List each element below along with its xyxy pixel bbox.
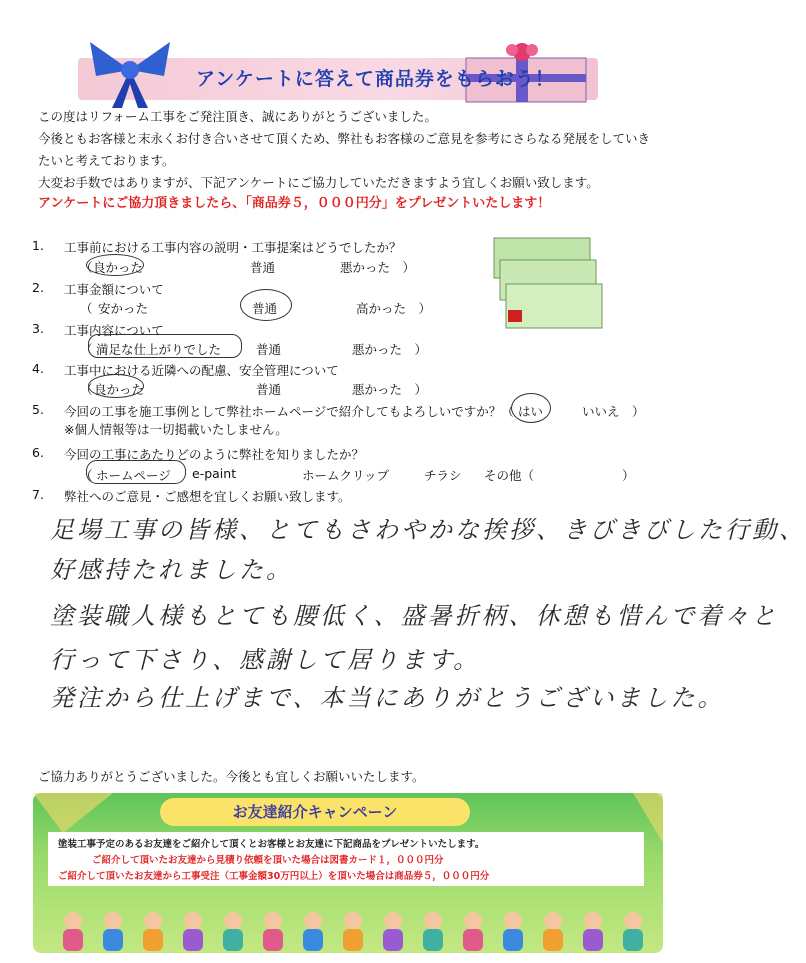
q1-option-bad[interactable]: 悪かった ） <box>340 260 416 275</box>
q2-option-cheap[interactable]: 安かった <box>98 301 149 316</box>
q2-option-normal[interactable]: 普通 <box>252 301 278 316</box>
q2-text: 工事金額について <box>64 282 164 297</box>
q5-option-yes[interactable]: はい <box>518 404 544 419</box>
q5-option-no[interactable]: いいえ ） <box>582 404 645 419</box>
q6-option-flyer[interactable]: チラシ <box>424 468 462 483</box>
q5-number: 5. <box>32 402 44 417</box>
q4-option-normal[interactable]: 普通 <box>256 382 282 397</box>
handwritten-line-3: 塗装職人様もとても腰低く、盛暑折柄、休憩も惜んで着々と <box>50 602 779 630</box>
q7-text: 弊社へのご意見・ご感想を宜しくお願い致します。 <box>64 489 351 504</box>
q1-text: 工事前における工事内容の説明・工事提案はどうでしたか？ <box>64 240 402 255</box>
q3-option-bad[interactable]: 悪かった ） <box>352 342 428 357</box>
q6-text: 今回の工事にあたりどのように弊社を知りましたか？ <box>64 447 365 462</box>
q3-option-normal[interactable]: 普通 <box>256 342 282 357</box>
q5-note: ※個人情報等は一切掲載いたしません。 <box>64 422 288 437</box>
q6-option-epaint[interactable]: e-paint <box>192 466 237 481</box>
gift-voucher-image <box>494 238 604 330</box>
closing-message: ご協力ありがとうございました。今後とも宜しくお願いいたします。 <box>38 769 425 784</box>
campaign-line-2: ご紹介して頂いたお友達から見積り依頼を頂いた場合は図書カード１，０００円分 <box>92 855 444 866</box>
q1-paren: （ <box>80 260 93 275</box>
q5-text: 今回の工事を施工事例として弊社ホームページで紹介してもよろしいですか？（ <box>64 404 514 419</box>
q4-option-good[interactable]: 良かった <box>94 382 145 397</box>
campaign-line-1: 塗装工事予定のあるお友達をご紹介して頂くとお客様とお友達に下記商品をプレゼントいたします。 <box>58 839 485 850</box>
q3-text: 工事内容について <box>64 323 164 338</box>
q6-paren: （ <box>80 468 93 483</box>
q2-number: 2. <box>32 280 44 295</box>
q1-number: 1. <box>32 238 44 253</box>
present-notice: アンケートにご協力頂きましたら、「商品券５，０００円分」をプレゼントいたします！ <box>38 196 551 211</box>
q3-option-satisfied[interactable]: 満足な仕上がりでした <box>96 342 222 357</box>
q7-number: 7. <box>32 487 44 502</box>
q2-paren: （ <box>80 301 93 316</box>
handwritten-line-1: 足場工事の皆様、とてもさわやかな挨拶、きびきびした行動、 <box>50 516 806 544</box>
handwritten-line-2: 好感持たれました。 <box>50 556 293 584</box>
handwritten-line-5: 発注から仕上げまで、本当にありがとうございました。 <box>50 684 725 712</box>
intro-line-3: たいと考えております。 <box>38 153 175 168</box>
people-illustration <box>63 912 643 951</box>
q3-paren: （ <box>80 342 93 357</box>
intro-line-1: この度はリフォーム工事をご発注頂き、誠にありがとうございました。 <box>38 109 437 124</box>
campaign-line-3: ご紹介して頂いたお友達から工事受注（工事金額30万円以上）を頂いた場合は商品券５，０００円分 <box>58 871 490 882</box>
q4-option-bad[interactable]: 悪かった ） <box>352 382 428 397</box>
q6-option-homeclip[interactable]: ホームクリップ <box>302 468 390 483</box>
banner-title: アンケートに答えて商品券をもらおう！ <box>196 68 555 90</box>
q4-text: 工事中における近隣への配慮、安全管理について <box>64 363 339 378</box>
q1-option-good[interactable]: 良かった <box>93 260 144 275</box>
q6-option-other[interactable]: その他（ <box>484 468 535 483</box>
ribbon-bow-icon <box>82 30 178 110</box>
q1-option-normal[interactable]: 普通 <box>250 260 276 275</box>
handwritten-line-4: 行って下さり、感謝して居ります。 <box>50 646 481 674</box>
q2-option-expensive[interactable]: 高かった ） <box>356 301 432 316</box>
q6-option-homepage[interactable]: ホームページ <box>96 468 171 483</box>
campaign-title: お友達紹介キャンペーン <box>160 798 470 826</box>
q3-number: 3. <box>32 321 44 336</box>
q4-number: 4. <box>32 361 44 376</box>
q4-paren: （ <box>80 382 93 397</box>
q6-number: 6. <box>32 445 44 460</box>
q6-paren-close: ） <box>622 468 635 483</box>
intro-line-2: 今後ともお客様と末永くお付き合いさせて頂くため、弊社もお客様のご意見を参考にさらなる発展をしていき <box>38 131 651 146</box>
intro-line-4: 大変お手数ではありますが、下記アンケートにご協力していただきますよう宜しくお願い致します。 <box>38 175 599 190</box>
